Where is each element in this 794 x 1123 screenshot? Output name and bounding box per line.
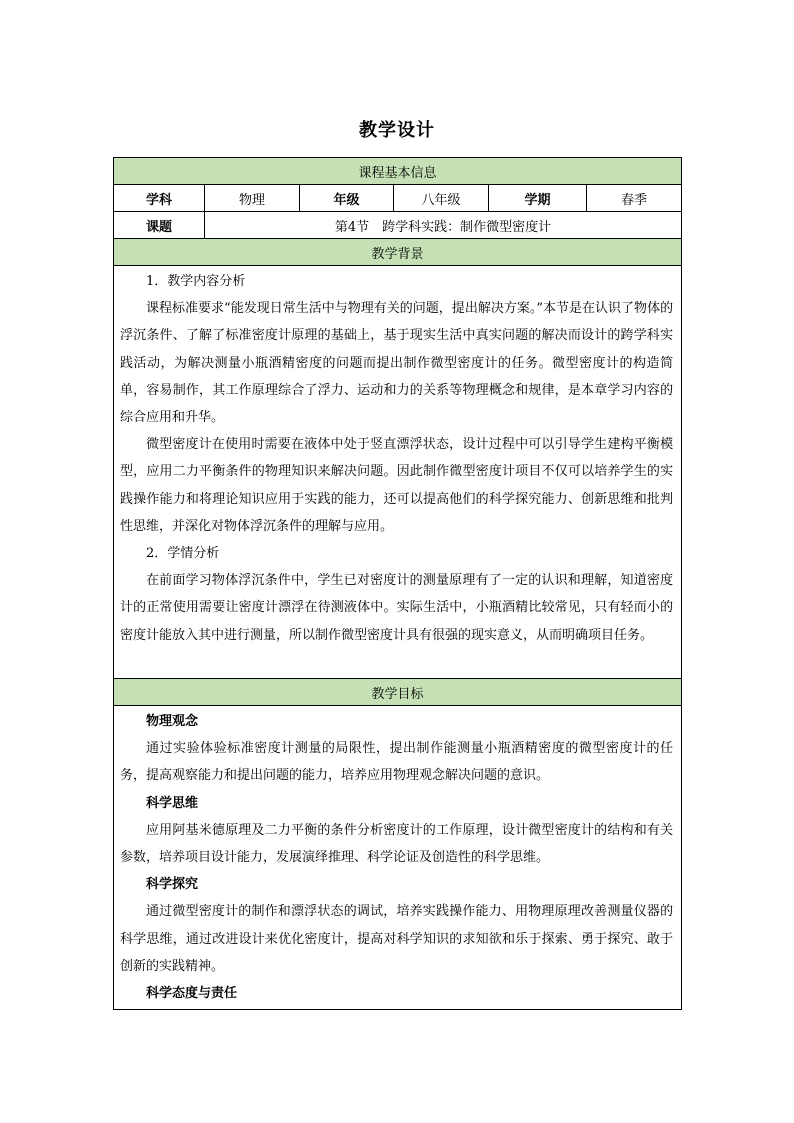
scientific-thinking-text: 应用阿基米德原理及二力平衡的条件分析密度计的工作原理，设计微型密度计的结构和有关参数，培养项目设计能力，发展演绎推理、科学论证及创造性的科学思维。 xyxy=(120,822,674,866)
physics-concept-heading: 物理观念 xyxy=(146,714,199,729)
topic-row xyxy=(114,212,682,239)
learner-analysis-title: 2．学情分析 xyxy=(146,546,220,562)
grade-value: 八年级 xyxy=(394,185,489,212)
goals-content xyxy=(114,706,682,1010)
attitude-responsibility-heading: 科学态度与责任 xyxy=(146,986,238,1002)
content-analysis-paragraph-2: 微型密度计在使用时需要在液体中处于竖直漂浮状态，设计过程中可以引导学生建构平衡模型，应用二力平衡条件的物理知识来解决问题。因此制作微型密度计项目不仅可以培养学生的实践操作能力和将理论知识应用于实践的能力，还可以提高他们的科学探究能力、创新思维和批判性思维，并深化对物体浮沉条件的理解与应用。 xyxy=(120,437,674,534)
grade-label: 年级 xyxy=(300,185,394,212)
content-analysis-paragraph-1: 课程标准要求“能发现日常生活中与物理有关的问题，提出解决方案。”本节是在认识了物体的浮沉条件、了解了标准密度计原理的基础上，基于现实生活中真实问题的解决而设计的跨学科实践活动，为解决测量小瓶酒精密度的问题而提出制作微型密度计的任务。微型密度计的构造简单，容易制作，其工作原理综合了浮力、运动和力的关系等物理概念和规律，是本章学习内容的综合应用和升华。 xyxy=(120,301,674,426)
topic-label: 课题 xyxy=(114,212,205,239)
physics-concept-text: 通过实验体验标准密度计测量的局限性，提出制作能测量小瓶酒精密度的微型密度计的任务，提高观察能力和提出问题的能力，培养应用物理观念解决问题的意识。 xyxy=(120,741,674,784)
scientific-inquiry-heading: 科学探究 xyxy=(146,877,199,893)
learner-analysis-paragraph: 在前面学习物体浮沉条件中，学生已对密度计的测量原理有了一定的认识和理解，知道密度计的正常使用需要让密度计漂浮在待测液体中。实际生活中，小瓶酒精比较常见，只有轻而小的密度计能放入其中进行测量，所以制作微型密度计具有很强的现实意义，从而明确项目任务。 xyxy=(120,573,674,643)
subject-value: 物理 xyxy=(205,185,300,212)
content-analysis-title: 1．教学内容分析 xyxy=(146,274,246,289)
background-content xyxy=(114,266,682,679)
topic-value: 第4节 跨学科实践：制作微型密度计 xyxy=(205,212,682,239)
term-value: 春季 xyxy=(587,185,682,212)
scientific-thinking-heading: 科学思维 xyxy=(146,795,199,811)
scientific-inquiry-text: 通过微型密度计的制作和漂浮状态的调试，培养实践操作能力、用物理原理改善测量仪器的科学思维，通过改进设计来优化密度计，提高对科学知识的求知欲和乐于探索、勇于探究、敢于创新的实践精神。 xyxy=(120,904,674,974)
term-label: 学期 xyxy=(489,185,587,212)
basic-info-row xyxy=(114,185,682,212)
basic-info-header: 课程基本信息 xyxy=(114,158,682,185)
lesson-plan-table xyxy=(113,157,682,1010)
background-header: 教学背景 xyxy=(114,239,682,266)
subject-label: 学科 xyxy=(114,185,205,212)
goals-header: 教学目标 xyxy=(114,679,682,706)
document-title: 教学设计 xyxy=(359,120,435,141)
